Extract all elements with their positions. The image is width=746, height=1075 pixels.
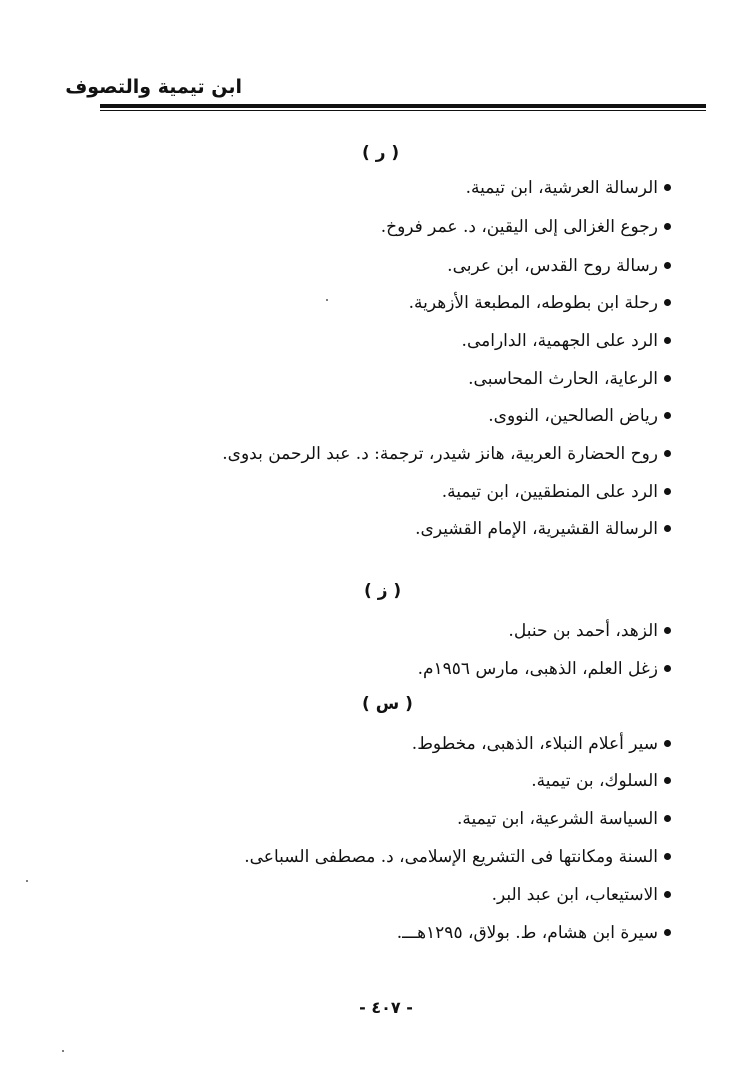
entry-text: رياض الصالحين، النووى. [488,406,658,426]
entry-text: سيرة ابن هشام، ط. بولاق، ١٢٩٥هـــ. [396,923,658,943]
entry-text: رجوع الغزالى إلى اليقين، د. عمر فروخ. [380,217,658,237]
entry-text: السنة ومكانتها فى التشريع الإسلامى، د. مصطفى السباعى. [244,847,658,867]
entry-text: الرسالة القشيرية، الإمام القشيرى. [415,519,658,539]
section-heading-seen: ( س ) [362,694,413,714]
entry-text: الرسالة العرشية، ابن تيمية. [465,178,658,198]
bullet-icon [664,184,671,191]
bullet-icon [664,815,671,822]
bullet-icon [664,299,671,306]
section-heading-ra: ( ر ) [362,143,400,163]
entry-text: روح الحضارة العربية، هانز شيدر، ترجمة: د. عبد الرحمن بدوى. [222,444,658,464]
bullet-icon [664,262,671,269]
list-item [492,882,671,908]
section-heading-zay: ( ز ) [364,581,402,601]
list-item [442,479,671,505]
list-item [508,618,671,644]
header-rule-thin [100,110,706,111]
entry-text: الزهد، أحمد بن حنبل. [508,621,658,641]
list-item [397,920,671,946]
list-item [409,290,671,316]
header-rule-thick [100,104,706,108]
list-item [531,768,671,794]
running-title: ابن تيمية والتصوف [65,76,242,98]
entry-text: الاستيعاب، ابن عبد البر. [491,885,658,905]
list-item [488,403,671,429]
list-item [447,253,671,279]
bullet-icon [664,488,671,495]
bullet-icon [664,665,671,672]
list-item [222,441,671,467]
bullet-icon [664,777,671,784]
entry-text: الرعاية، الحارث المحاسبى. [468,369,658,389]
bullet-icon [664,375,671,382]
list-item [412,731,671,757]
bullet-icon [664,853,671,860]
scan-speck [326,299,328,301]
bullet-icon [664,740,671,747]
list-item [244,844,671,870]
list-item [468,366,671,392]
entry-text: السلوك، بن تيمية. [531,771,658,791]
bullet-icon [664,412,671,419]
entry-text: الرد على المنطقيين، ابن تيمية. [441,482,658,502]
entry-text: السياسة الشرعية، ابن تيمية. [456,809,658,829]
list-item [418,656,671,682]
bullet-icon [664,450,671,457]
entry-text: سير أعلام النبلاء، الذهبى، مخطوط. [411,734,658,754]
list-item [466,175,671,201]
list-item [457,806,671,832]
scan-speck [26,880,28,882]
bullet-icon [664,627,671,634]
entry-text: رحلة ابن بطوطه، المطبعة الأزهرية. [408,293,658,313]
bullet-icon [664,337,671,344]
bullet-icon [664,525,671,532]
scan-speck [62,1050,64,1052]
list-item [462,328,671,354]
bullet-icon [664,223,671,230]
entry-text: الرد على الجهمية، الدارامى. [461,331,658,351]
page-number: - ٤٠٧ - [359,998,413,1017]
bullet-icon [664,891,671,898]
bullet-icon [664,929,671,936]
entry-text: رسالة روح القدس، ابن عربى. [447,256,658,276]
list-item [381,214,671,240]
entry-text: زغل العلم، الذهبى، مارس ١٩٥٦م. [417,659,658,679]
list-item [415,516,671,542]
